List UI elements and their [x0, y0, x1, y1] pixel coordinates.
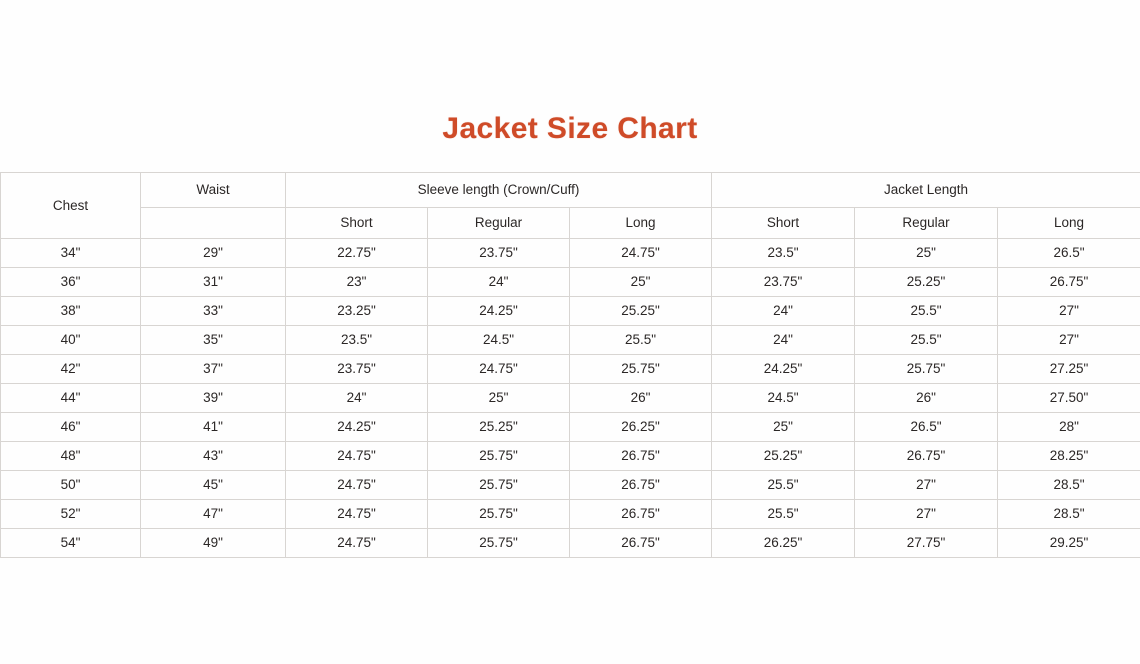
table-cell: 33" [141, 297, 286, 326]
table-cell: 26.5" [855, 413, 998, 442]
table-cell: 28.25" [998, 442, 1140, 471]
table-cell: 23.5" [712, 239, 855, 268]
table-cell: 25" [428, 384, 570, 413]
table-row [1, 326, 1140, 355]
table-cell: 25.5" [712, 471, 855, 500]
table-cell: 24.75" [286, 529, 428, 558]
table-cell: 24.75" [286, 500, 428, 529]
table-cell: 29.25" [998, 529, 1140, 558]
table-cell: 23.25" [286, 297, 428, 326]
table-cell: 24.75" [286, 442, 428, 471]
table-row [1, 268, 1140, 297]
table-cell: 31" [141, 268, 286, 297]
table-cell: 26" [855, 384, 998, 413]
table-cell: 24.75" [428, 355, 570, 384]
column-group-header-jacket-length: Jacket Length [712, 173, 1140, 208]
table-cell: 29" [141, 239, 286, 268]
table-cell: 24" [428, 268, 570, 297]
table-cell: 25.75" [855, 355, 998, 384]
table-cell: 47" [141, 500, 286, 529]
table-row [1, 239, 1140, 268]
table-row [1, 471, 1140, 500]
table-cell: 27" [855, 471, 998, 500]
table-cell: 23.75" [712, 268, 855, 297]
table-row [1, 355, 1140, 384]
table-cell: 22.75" [286, 239, 428, 268]
table-cell: 26" [570, 384, 712, 413]
table-cell: 27.25" [998, 355, 1140, 384]
table-cell: 25.5" [570, 326, 712, 355]
table-cell: 25.75" [428, 442, 570, 471]
table-cell: 28.5" [998, 500, 1140, 529]
table-cell: 26.75" [855, 442, 998, 471]
table-cell: 40" [1, 326, 141, 355]
table-cell: 24" [712, 326, 855, 355]
table-cell: 25.5" [712, 500, 855, 529]
table-cell: 23.75" [428, 239, 570, 268]
table-cell: 44" [1, 384, 141, 413]
table-cell: 27" [998, 326, 1140, 355]
table-body [1, 239, 1140, 558]
table-cell: 24.25" [712, 355, 855, 384]
table-cell: 27" [855, 500, 998, 529]
table-cell: 24" [286, 384, 428, 413]
table-cell: 49" [141, 529, 286, 558]
table-cell: 24.5" [712, 384, 855, 413]
table-cell: 26.75" [570, 529, 712, 558]
table-row [1, 442, 1140, 471]
table-cell: 25" [855, 239, 998, 268]
sub-header-jacket-long: Long [998, 208, 1140, 239]
sub-header-sleeve-long: Long [570, 208, 712, 239]
table-cell: 26.75" [570, 500, 712, 529]
table-cell: 28" [998, 413, 1140, 442]
table-row [1, 384, 1140, 413]
table-cell: 27.50" [998, 384, 1140, 413]
table-cell: 28.5" [998, 471, 1140, 500]
column-header-chest: Chest [1, 173, 141, 239]
table-cell: 26.5" [998, 239, 1140, 268]
sub-header-sleeve-regular: Regular [428, 208, 570, 239]
table-cell: 24" [712, 297, 855, 326]
page-title: Jacket Size Chart [442, 112, 698, 145]
table-cell: 46" [1, 413, 141, 442]
table-cell: 35" [141, 326, 286, 355]
waist-subheader-spacer [141, 208, 286, 239]
table-cell: 25.25" [712, 442, 855, 471]
table-cell: 25.75" [570, 355, 712, 384]
table-cell: 24.75" [286, 471, 428, 500]
table-cell: 54" [1, 529, 141, 558]
sub-header-jacket-regular: Regular [855, 208, 998, 239]
table-cell: 41" [141, 413, 286, 442]
table-cell: 25" [712, 413, 855, 442]
table-row [1, 500, 1140, 529]
table-cell: 39" [141, 384, 286, 413]
table-cell: 26.75" [998, 268, 1140, 297]
table-cell: 23.5" [286, 326, 428, 355]
table-cell: 25.75" [428, 471, 570, 500]
table-cell: 25" [570, 268, 712, 297]
table-cell: 26.25" [570, 413, 712, 442]
column-group-header-sleeve-length: Sleeve length (Crown/Cuff) [286, 173, 712, 208]
table-cell: 24.25" [428, 297, 570, 326]
table-cell: 25.25" [570, 297, 712, 326]
sub-header-jacket-short: Short [712, 208, 855, 239]
table-cell: 48" [1, 442, 141, 471]
table-row [1, 413, 1140, 442]
table-sub-header-row [1, 208, 1140, 239]
table-cell: 24.75" [570, 239, 712, 268]
table-cell: 50" [1, 471, 141, 500]
table-cell: 27.75" [855, 529, 998, 558]
table-cell: 27" [998, 297, 1140, 326]
table-cell: 42" [1, 355, 141, 384]
jacket-size-table [0, 172, 1140, 558]
table-cell: 45" [141, 471, 286, 500]
table-cell: 43" [141, 442, 286, 471]
table-header [1, 173, 1140, 239]
table-cell: 25.25" [428, 413, 570, 442]
table-cell: 25.5" [855, 297, 998, 326]
size-chart-table-wrapper [0, 172, 1140, 558]
table-cell: 24.25" [286, 413, 428, 442]
table-row [1, 529, 1140, 558]
table-cell: 36" [1, 268, 141, 297]
table-cell: 26.75" [570, 471, 712, 500]
table-cell: 23" [286, 268, 428, 297]
table-row [1, 297, 1140, 326]
sub-header-sleeve-short: Short [286, 208, 428, 239]
table-cell: 26.25" [712, 529, 855, 558]
table-cell: 38" [1, 297, 141, 326]
table-cell: 25.5" [855, 326, 998, 355]
table-cell: 52" [1, 500, 141, 529]
column-header-waist: Waist [141, 173, 286, 208]
table-cell: 34" [1, 239, 141, 268]
table-cell: 26.75" [570, 442, 712, 471]
table-cell: 25.75" [428, 500, 570, 529]
table-cell: 37" [141, 355, 286, 384]
table-cell: 25.25" [855, 268, 998, 297]
table-cell: 24.5" [428, 326, 570, 355]
table-cell: 25.75" [428, 529, 570, 558]
table-group-header-row [1, 173, 1140, 208]
table-cell: 23.75" [286, 355, 428, 384]
